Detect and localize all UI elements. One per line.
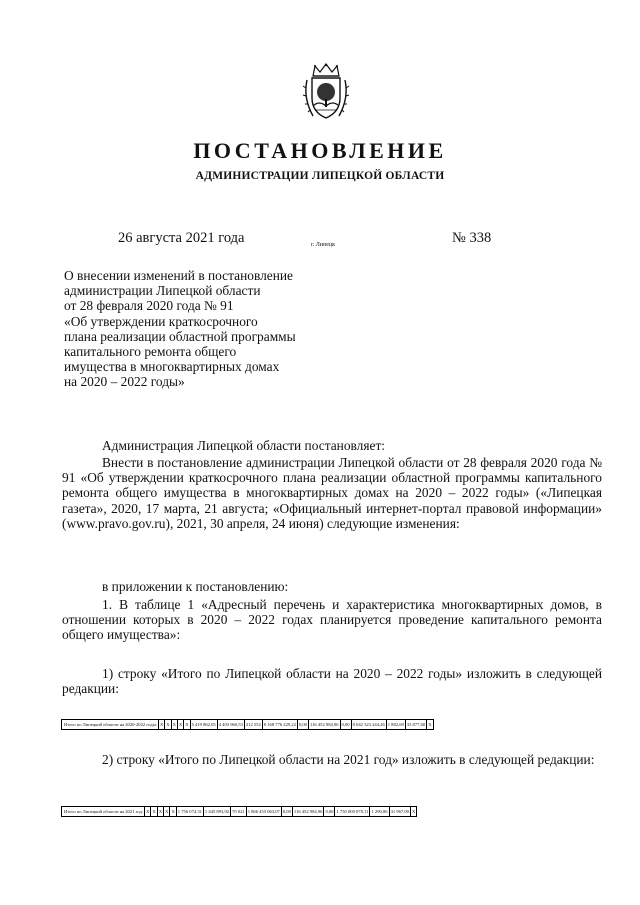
- table-cell: 0,00: [297, 720, 308, 730]
- body-paragraph-appendix: в приложении к постановлению:: [102, 579, 289, 594]
- table-cell: 31 967,00: [389, 807, 410, 817]
- subject-line: от 28 февраля 2020 года № 91: [64, 298, 234, 314]
- subject-line: капитального ремонта общего: [64, 344, 237, 360]
- document-number: № 338: [452, 230, 492, 246]
- document-date: 26 августа 2021 года: [118, 230, 245, 246]
- table-cell: 8 042 323 244,26: [351, 720, 386, 730]
- body-paragraph-resolves: Администрация Липецкой области постановляет:: [102, 438, 386, 453]
- lipetsk-coat-of-arms-icon: [301, 62, 351, 124]
- table-cell: X: [171, 720, 177, 730]
- table-cell: 8 168 776 229,22: [262, 720, 297, 730]
- subject-line: плана реализации областной программы: [64, 328, 296, 344]
- table-cell: X: [165, 720, 171, 730]
- document-title: ПОСТАНОВЛЕНИЕ: [193, 138, 447, 163]
- table-cell: X: [157, 807, 163, 817]
- table-cell: 5 419 862,05: [190, 720, 217, 730]
- body-paragraph-row-2021: 2) строку «Итого по Липецкой области на 2021 год» изложить в следующей редакции:: [102, 752, 595, 767]
- subject-line: администрации Липецкой области: [64, 283, 261, 299]
- table-cell: 33 877,00: [405, 720, 426, 730]
- table-cell: 1 445 893,92: [203, 807, 230, 817]
- table-cell: 116 452 984,96: [308, 720, 340, 730]
- table-cell: X: [151, 807, 157, 817]
- table-cell: 212 552: [244, 720, 262, 730]
- table-cell-label: Итого по Липецкой области на 2020-2022 годы:: [62, 720, 159, 730]
- table-cell: 1 750 000 078,11: [335, 807, 370, 817]
- table-cell: X: [145, 807, 151, 817]
- table-cell: 1 866 453 063,07: [246, 807, 281, 817]
- table-cell: X: [164, 807, 170, 817]
- table-cell: 1 290,86: [370, 807, 389, 817]
- table-cell: X: [170, 807, 176, 817]
- table-cell: X: [427, 720, 433, 730]
- subject-line: на 2020 – 2022 годы»: [64, 374, 185, 390]
- table-cell-label: Итого по Липецкой области на 2021 год:: [62, 807, 145, 817]
- table-cell: 1 756 074,31: [176, 807, 203, 817]
- table-cell: X: [410, 807, 416, 817]
- subject-line: имущества в многоквартирных домах: [64, 359, 280, 375]
- table-cell: 0,00: [340, 720, 351, 730]
- table-cell: X: [184, 720, 190, 730]
- table-cell: 1 882,69: [386, 720, 405, 730]
- document-subject: [64, 268, 364, 390]
- table-cell: 70 021: [231, 807, 247, 817]
- document-subtitle: АДМИНИСТРАЦИИ ЛИПЕЦКОЙ ОБЛАСТИ: [195, 170, 445, 182]
- table-cell: 0,00: [324, 807, 335, 817]
- table-cell: 116 452 984,96: [292, 807, 324, 817]
- subject-line: О внесении изменений в постановление: [64, 268, 293, 283]
- table-cell: 4 403 960,53: [217, 720, 244, 730]
- table-row-total-2021: [61, 806, 417, 817]
- body-paragraph-table-1: 1. В таблице 1 «Адресный перечень и характеристика многоквартирных домов, в отношении которых в 2020 – 2022 годах планируется проведение капитального ремонта общего имущества»:: [62, 597, 602, 643]
- subject-line: «Об утверждении краткосрочного: [64, 313, 258, 329]
- document-city: г. Липецк: [311, 242, 336, 248]
- table-row-total-2020-2022: [61, 719, 434, 730]
- table-cell: X: [177, 720, 183, 730]
- body-paragraph-amendment: Внести в постановление администрации Липецкой области от 28 февраля 2020 года № 91 «Об утверждении краткосрочного плана реализации областной программы капитального ремонта общего имущества в многоквартирных домах на 2020 – 2022 годы» («Липецкая газета», 2020, 17 марта, 21 августа; «Официальный интернет-портал правовой информации» (www.pravo.gov.ru), 2021, 30 апреля, 24 июня) следующие изменения:: [62, 455, 602, 531]
- table-cell: 0,00: [281, 807, 292, 817]
- table-cell: X: [158, 720, 164, 730]
- body-paragraph-row-2020-2022: 1) строку «Итого по Липецкой области на 2020 – 2022 годы» изложить в следующей редакции:: [62, 666, 602, 697]
